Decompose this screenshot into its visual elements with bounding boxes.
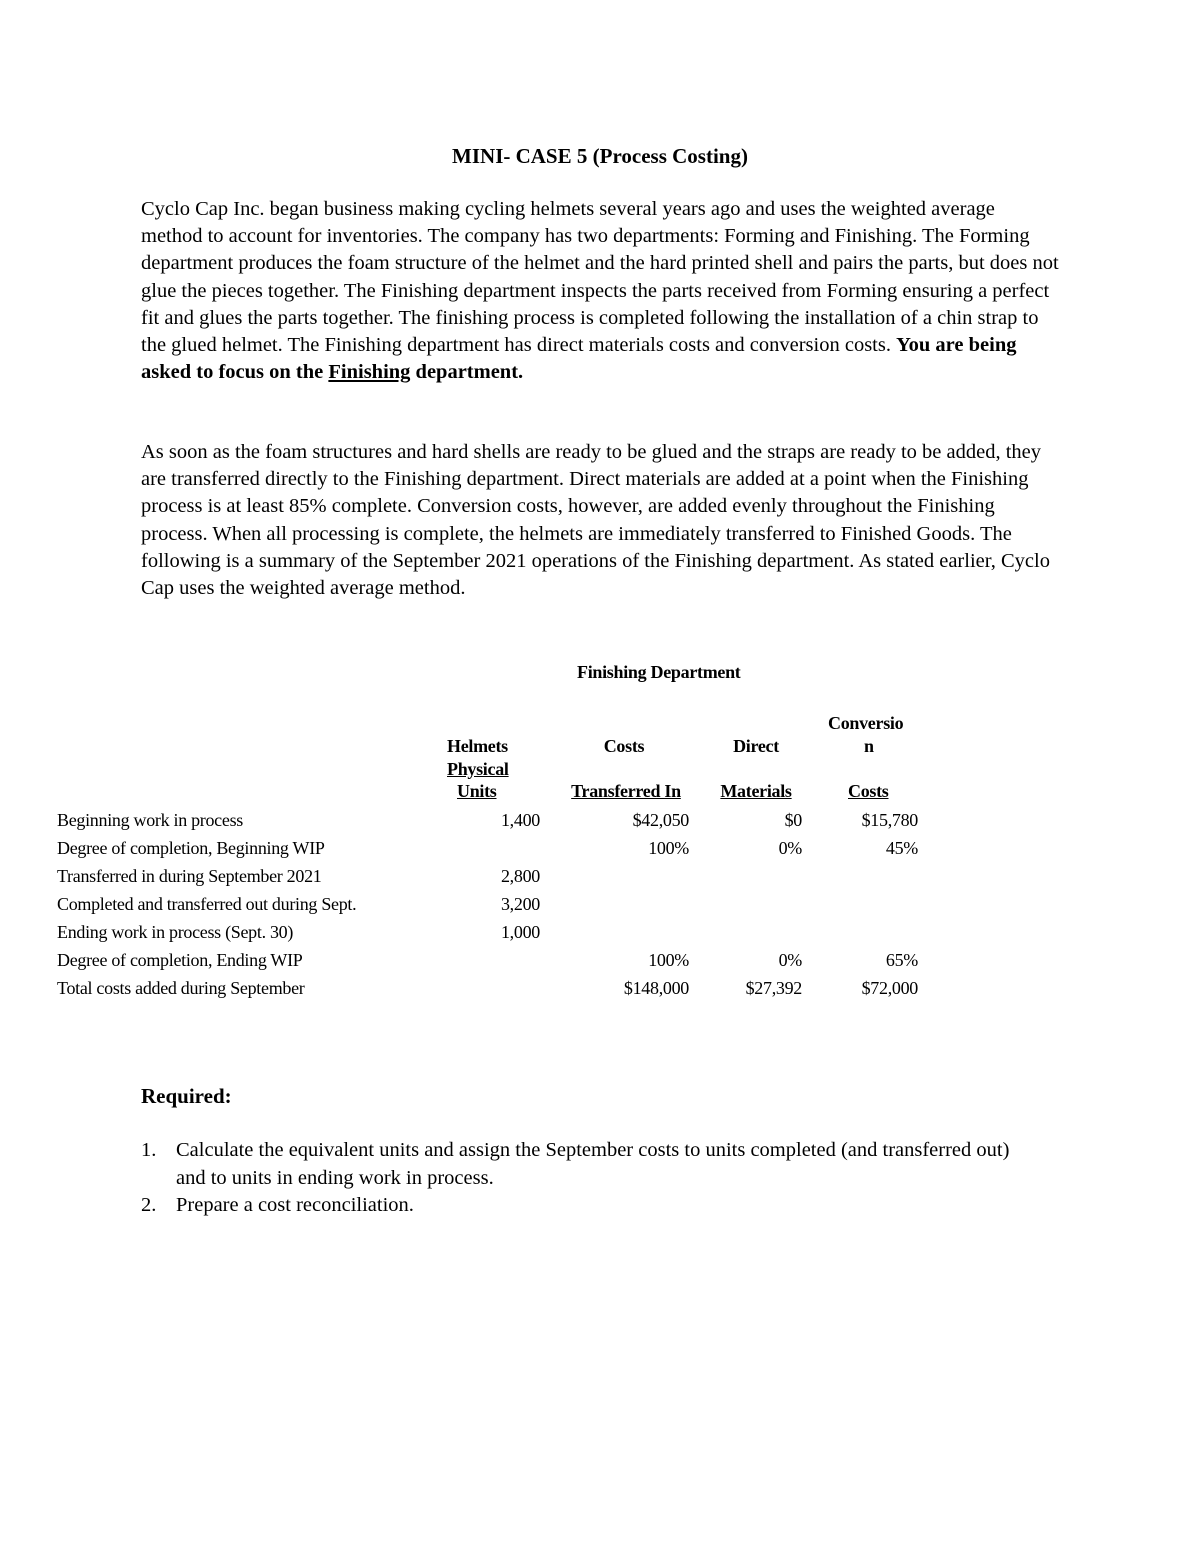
table-row: Completed and transferred out during Sept. 3,200	[57, 894, 540, 914]
focus-instruction: You are being asked to focus on the Finishing department.	[141, 334, 1017, 384]
list-item: 2. Prepare a cost reconciliation.	[141, 1194, 414, 1216]
header-costs-transferred-in: Costs Transferred In	[571, 736, 681, 801]
focus-department: Finishing	[328, 361, 411, 384]
table-row: Transferred in during September 2021 2,800	[57, 866, 540, 886]
table-row: Total costs added during September $148,000 $27,392 $72,000	[57, 978, 918, 998]
intro-paragraph	[141, 196, 1061, 386]
table-row: Ending work in process (Sept. 30) 1,000	[57, 922, 540, 942]
intro-text: Cyclo Cap Inc. began business making cycling helmets several years ago and uses the weighted average method to account for inventories. The company has two departments: Forming and Finishing. The Forming department produces the foam structure of the helmet and the hard printed shell and pairs the parts, but does not glue the pieces together. The Finishing department inspects the parts received from Forming ensuring a perfect fit and glues the parts together. The finishing process is completed following the installation of a chin strap to the glued helmet. The Finishing department has direct materials costs and conversion costs.	[141, 198, 1059, 357]
header-direct-materials: Direct Materials	[720, 736, 792, 801]
table-title: Finishing Department	[577, 662, 741, 682]
list-item: 1. Calculate the equivalent units and assign the September costs to units completed (and transferred out) and to units in ending work in process.	[141, 1139, 1010, 1189]
table-row: Degree of completion, Beginning WIP 100% 0% 45%	[57, 838, 918, 858]
required-heading: Required:	[141, 1084, 232, 1108]
required-list	[141, 1137, 1041, 1220]
table-row: Degree of completion, Ending WIP 100% 0% 65%	[57, 950, 918, 970]
header-physical-units: Helmets Physical Units	[447, 736, 509, 801]
table-row: Beginning work in process 1,400 $42,050 $0 $15,780	[57, 810, 918, 830]
header-conversion-costs: Conversio n Costs	[828, 713, 904, 801]
process-paragraph: As soon as the foam structures and hard shells are ready to be glued and the straps are ready to be added, they are transferred directly to the Finishing department. Direct materials are added at a point when the Finishing process is at least 85% complete. Conversion costs, however, are added evenly throughout the Finishing process. When all processing is complete, the helmets are immediately transferred to Finished Goods. The following is a summary of the September 2021 operations of the Finishing department. As stated earlier, Cyclo Cap uses the weighted average method.	[141, 441, 1050, 600]
document-title: MINI- CASE 5 (Process Costing)	[452, 144, 748, 168]
